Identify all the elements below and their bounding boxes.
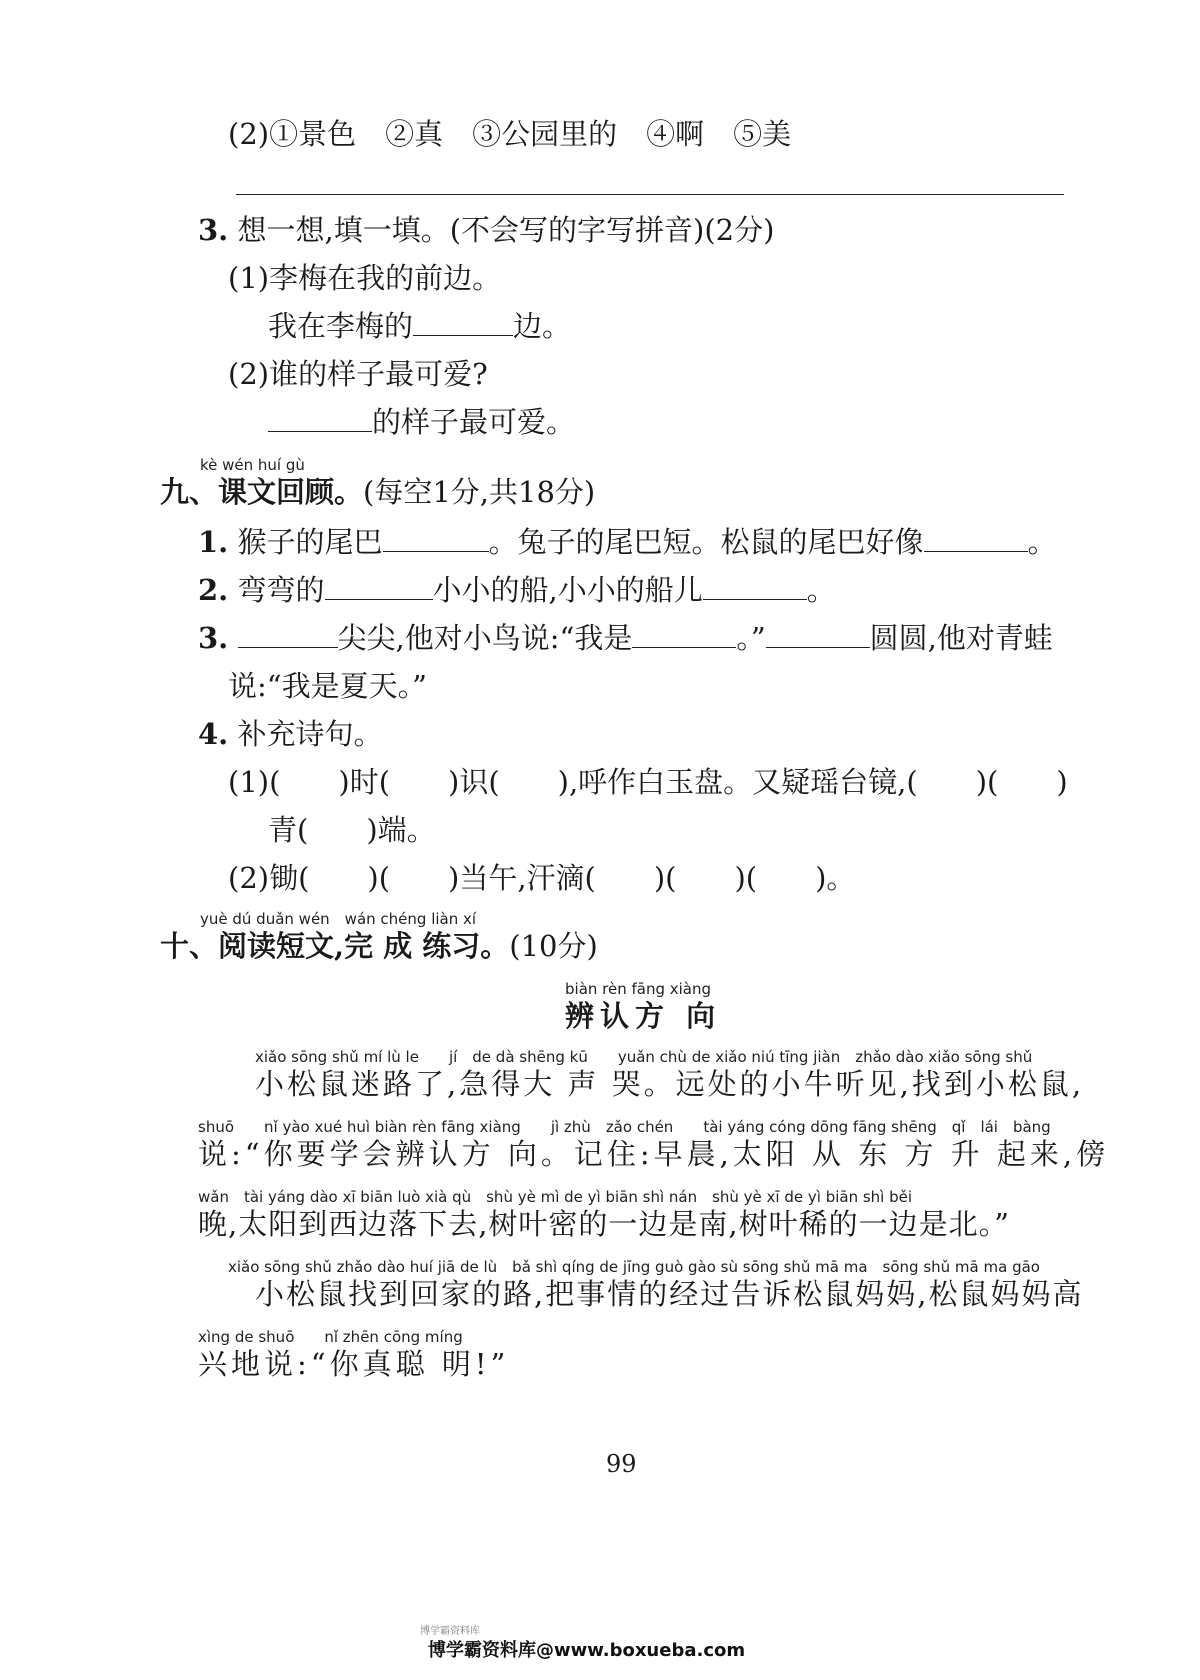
sec10-score: (10分) [509,929,598,963]
q3-2-prompt: (2)谁的样子最可爱? [228,357,488,391]
sec9-score: (每空1分,共18分) [363,475,596,509]
q-number: 4. [198,717,229,751]
q3-number: 3. [198,213,229,247]
sec10-heading [160,928,598,964]
blank[interactable] [268,405,372,432]
story-line-2-pinyin: shuō nǐ yào xué huì biàn rèn fāng xiàng jì zhù zǎo chén tài yáng cóng dōng fāng shēng qǐ lái bàng [198,1118,1051,1136]
q2-part-b: 小小的船,小小的船儿 [432,573,703,607]
q2-part-c: 。 [806,573,836,607]
q3-2-answer-line [268,404,575,440]
blank[interactable] [383,525,489,552]
q3-heading [198,212,774,248]
story-line-3: 晚,太阳到西边落下去,树叶密的一边是南,树叶稀的一边是北。” [198,1207,1010,1241]
sec9-q2 [198,572,836,608]
q-number: 3. [198,621,229,655]
q1-part-b: 。兔子的尾巴短。松鼠的尾巴好像 [488,525,924,559]
blank[interactable] [766,621,870,648]
q3-1-pre: 我在李梅的 [268,309,414,343]
blank[interactable] [924,525,1028,552]
story-line-1-pinyin: xiǎo sōng shǔ mí lù le jí de dà shēng kū yuǎn chù de xiǎo niú tīng jiàn zhǎo dào xiǎo sōng shǔ [255,1048,1033,1066]
q3-1-answer-line [268,308,571,344]
page-number: 99 [606,1450,637,1478]
story-line-4-pinyin: xiǎo sōng shǔ zhǎo dào huí jiā de lù bǎ shì qíng de jīng guò gào sù sōng shǔ mā ma sōng shǔ mā ma gāo [228,1258,1040,1276]
story-line-3-pinyin: wǎn tài yáng dào xī biān luò xià qù shù yè mì de yì biān shì nán shù yè xī de yì biān shì běi [198,1188,913,1206]
q3-part-c: 圆圆,他对青蛙 [869,621,1053,655]
story-line-1: 小松鼠迷路了,急得大 声 哭。远处的小牛听见,找到小松鼠, [255,1067,1085,1101]
story-title: 辨认方 向 [565,999,722,1033]
blank[interactable] [703,573,807,600]
sec9-title: 九、课文回顾。 [160,475,364,509]
q4-1-line2: 青( )端。 [268,813,436,847]
sec10-title: 十、阅读短文,完 成 练习。 [160,929,510,963]
story-title-pinyin: biàn rèn fāng xiàng [565,980,712,998]
blank[interactable] [238,621,338,648]
story-line-4: 小松鼠找到回家的路,把事情的经过告诉松鼠妈妈,松鼠妈妈高 [255,1277,1084,1311]
q-number: 1. [198,525,229,559]
q2-word-order-item: (2)①景色 ②真 ③公园里的 ④啊 ⑤美 [228,117,792,151]
q3-2-post: 的样子最可爱。 [372,405,576,439]
q3-1-post: 边。 [513,309,572,343]
q4-2: (2)锄( )( )当午,汗滴( )( )( )。 [228,861,856,895]
watermark-small: 博学霸资料库 [420,1626,480,1637]
sec9-q3 [198,620,1053,656]
q4-1-line1: (1)( )时( )识( ),呼作白玉盘。又疑瑶台镜,( )( ) [228,765,1068,799]
blank[interactable] [413,309,513,336]
story-line-5: 兴地说:“你真聪 明!” [198,1347,510,1381]
q3-part-b: 。” [736,621,766,655]
q2-part-a: 弯弯的 [228,573,325,607]
sec9-q3-cont: 说:“我是夏天。” [228,669,427,703]
q1-part-a: 猴子的尾巴 [228,525,383,559]
q1-part-c: 。 [1027,525,1057,559]
q3-part-a: 尖尖,他对小鸟说:“我是 [337,621,633,655]
q3-instruction: 想一想,填一填。(不会写的字写拼音)(2分) [228,213,775,247]
blank[interactable] [325,573,433,600]
sec9-q4 [198,716,383,752]
q4-instruction: 补充诗句。 [228,717,383,751]
q-number: 2. [198,573,229,607]
watermark: 博学霸资料库@www.boxueba.com [428,1640,746,1661]
sec10-pinyin: yuè dú duǎn wén wán chéng liàn xí [200,910,477,928]
blank[interactable] [632,621,736,648]
q3-1-prompt: (1)李梅在我的前边。 [228,261,502,295]
answer-line[interactable] [236,194,1064,195]
sec9-heading [160,474,595,510]
sec9-q1 [198,524,1057,560]
story-line-2: 说:“你要学会辨认方 向。记住:早晨,太阳 从 东 方 升 起来,傍 [198,1137,1110,1171]
story-line-5-pinyin: xìng de shuō nǐ zhēn cōng míng [198,1328,463,1346]
sec9-pinyin: kè wén huí gù [200,456,305,474]
